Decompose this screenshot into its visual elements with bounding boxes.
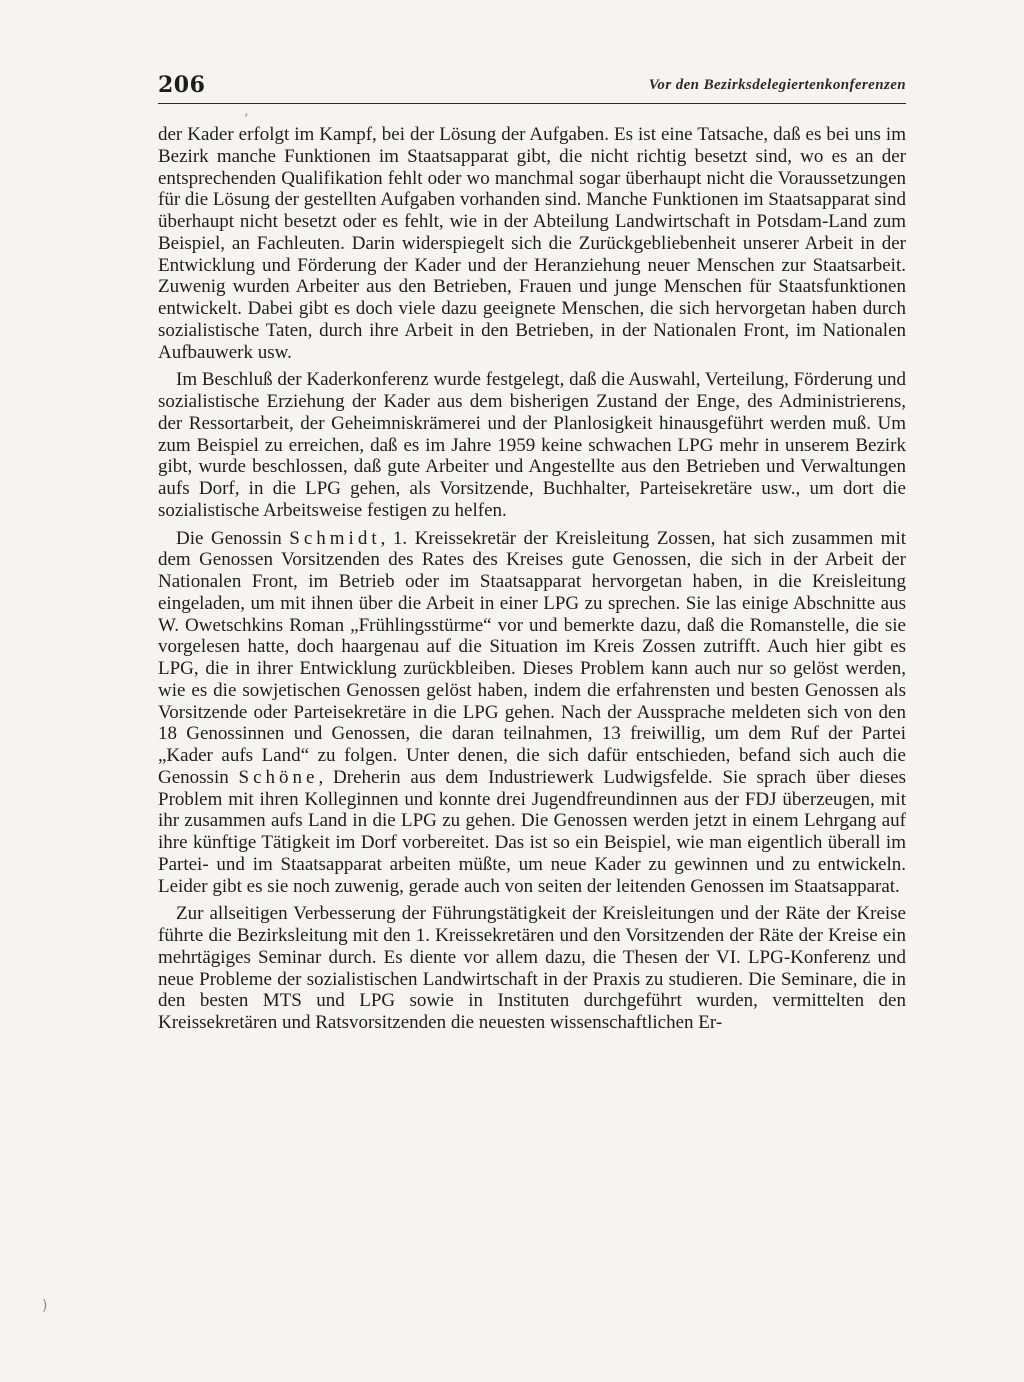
paragraph-3-text-before: Die Genossin [176, 527, 290, 549]
paragraph-3-text-after: , Dreherin aus dem Industriewerk Ludwigsfelde. Sie sprach über dieses Problem mit ihren Kolleginnen und konnte drei Jugendfreundinnen aus der FDJ überzeugen, mit ihr zusammen aufs Land in die LPG zu gehen. Die Genossen werden jetzt in einem Lehrgang auf ihre künftige Tätigkeit im Dorf vorbereitet. Das ist so ein Beispiel, wie man eigentlich überall im Partei- und im Staatsapparat arbeiten müßte, um neue Kader zu gewinnen und zu entwickeln. Leider gibt es sie noch zuwenig, gerade auch von seiten der leitenden Genossen im Staatsapparat. [158, 766, 906, 897]
margin-mark: ) [42, 1298, 48, 1314]
spaced-name-schoene: Schöne [238, 766, 319, 788]
paragraph-1: der Kader erfolgt im Kampf, bei der Lösung der Aufgaben. Es ist eine Tatsache, daß es bei uns im Bezirk manche Funktionen im Staatsapparat gibt, die nicht richtig besetzt sind, wo es an der entsprechenden Qualifikation fehlt oder wo manchmal sogar überhaupt nicht die Voraussetzungen für die Lösung der gestellten Aufgaben vorhanden sind. Manche Funktionen im Staatsapparat sind überhaupt nicht besetzt oder es fehlt, wie in der Abteilung Landwirtschaft in Potsdam-Land zum Beispiel, an Fachleuten. Darin widerspiegelt sich die Zurückgebliebenheit unserer Arbeit in der Entwicklung und Förderung der Kader und der Heranziehung neuer Menschen zur Staatsarbeit. Zuwenig wurden Arbeiter aus den Betrieben, Frauen und junge Menschen für Staatsfunktionen entwickelt. Dabei gibt es doch viele dazu geeignete Menschen, die sich hervorgetan haben durch sozialistische Taten, durch ihre Arbeit in den Betrieben, in der Nationalen Front, im Nationalen Aufbauwerk usw. [158, 124, 906, 363]
paragraph-3 [158, 528, 906, 898]
page-number: 206 [158, 72, 206, 98]
pencil-mark: ’ [244, 112, 249, 128]
paragraph-4: Zur allseitigen Verbesserung der Führungstätigkeit der Kreisleitungen und der Räte der Kreise führte die Bezirksleitung mit den 1. Kreissekretären und den Vorsitzenden der Räte der Kreise ein mehrtägiges Seminar durch. Es diente vor allem dazu, die Thesen der VI. LPG-Konferenz und neue Probleme der sozialistischen Landwirtschaft in der Praxis zu studieren. Die Seminare, die in den besten MTS und LPG sowie in Instituten durchgeführt wurden, vermittelten den Kreissekretären und Ratsvorsitzenden die neuesten wissenschaftlichen Er- [158, 903, 906, 1033]
page-header [158, 72, 906, 104]
header-rule [158, 103, 906, 104]
body-text [158, 124, 906, 1034]
spaced-name-schmidt: Schmidt [289, 527, 381, 549]
paragraph-2: Im Beschluß der Kaderkonferenz wurde festgelegt, daß die Auswahl, Verteilung, Förderung und sozialistische Erziehung der Kader aus dem bisherigen Zustand der Enge, des Administrierens, der Ressortarbeit, der Geheimniskrämerei und der Planlosigkeit hinausgeführt werden muß. Um zum Beispiel zu erreichen, daß es im Jahre 1959 keine schwachen LPG mehr in unserem Bezirk gibt, wurde beschlossen, daß gute Arbeiter und Angestellte aus den Betrieben und Verwaltungen aufs Dorf, in die LPG gehen, als Vorsitzende, Buchhalter, Parteisekretäre usw., um dort die sozialistische Arbeitsweise festigen zu helfen. [158, 369, 906, 521]
paragraph-3-text-middle: , 1. Kreissekretär der Kreisleitung Zossen, hat sich zusammen mit dem Genossen Vorsitzenden des Rates des Kreises gute Genossen, die sich in der Arbeit der Nationalen Front, im Betrieb oder im Staatsapparat hervorgetan haben, in die Kreisleitung eingeladen, um mit ihnen über die Arbeit in einer LPG zu sprechen. Sie las einige Abschnitte aus W. Owetschkins Roman „Frühlingsstürme“ vor und bemerkte dazu, daß die Romanstelle, die sie vorgelesen hatte, doch haargenau auf die Situation im Kreis Zossen zutrifft. Auch hier gibt es LPG, die in ihrer Entwicklung zurückbleiben. Dieses Problem kann auch nur so gelöst werden, wie es die sowjetischen Genossen gelöst haben, indem die erfahrensten und besten Genossen als Vorsitzende oder Parteisekretäre in die LPG gehen. Nach der Aussprache meldeten sich von den 18 Genossinnen und Genossen, die daran teilnahmen, 13 freiwillig, um dem Ruf der Partei „Kader aufs Land“ zu folgen. Unter denen, die sich dafür entschieden, befand sich auch die Genossin [158, 527, 907, 788]
running-head: Vor den Bezirksdelegiertenkonferenzen [648, 77, 906, 93]
